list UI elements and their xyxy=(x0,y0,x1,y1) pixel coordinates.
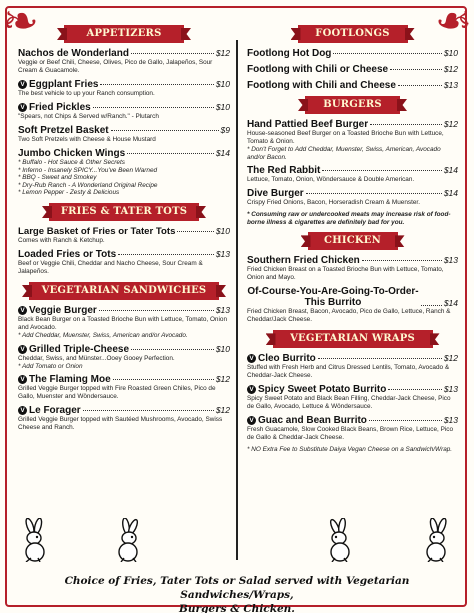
item-name: Loaded Fries or Tots xyxy=(18,248,117,260)
item-description: The best vehicle to up your Ranch consumption. xyxy=(18,90,155,97)
item-description: Lettuce, Tomato, Onion, Wöndersauce & Double American. xyxy=(247,176,415,184)
menu-item-beef-burger xyxy=(247,119,458,161)
item-price: $12 xyxy=(443,64,458,74)
item-name: Veggie Burger xyxy=(29,304,97,316)
vegetarian-icon: V xyxy=(247,354,256,363)
item-description: Fried Chicken Breast on a Toasted Brioche Bun with Lettuce, Tomato, Onion and Mayo. xyxy=(247,266,444,282)
item-price: $13 xyxy=(215,248,230,259)
item-name: Spicy Sweet Potato Burrito xyxy=(258,384,387,396)
item-price: $10 xyxy=(215,343,230,354)
sides-footer xyxy=(60,574,414,613)
menu-item-large-basket xyxy=(18,226,230,245)
rabbit-illustration-left xyxy=(18,518,52,562)
item-name: Footlong Hot Dog xyxy=(247,48,332,59)
item-description: Beef or Veggie Chili, Cheddar and Nacho Cheese, Sour Cream & Jalapeños. xyxy=(18,259,203,275)
wing-flavor: * Dry-Rub Ranch - A Wonderland Original Recipe xyxy=(18,181,158,189)
item-name: Jumbo Chicken Wings xyxy=(18,148,126,159)
section-banner-burgers: BURGERS xyxy=(305,96,400,114)
item-price: $14 xyxy=(443,298,458,309)
item-note: * Add Cheddar, Muenster, Swiss, American and/or Avocado. xyxy=(18,331,188,339)
item-name: Large Basket of Fries or Tater Tots xyxy=(18,225,176,237)
item-description: Grilled Veggie Burger topped with Fire Roasted Green Chiles, Pico de Gallo, Muenster and Wöndersauce. xyxy=(18,385,216,401)
section-banner-veg-wraps: VEGETARIAN WRAPS xyxy=(273,330,433,348)
wing-flavor: * Lemon Pepper - Zesty & Delicious xyxy=(18,189,120,197)
item-name: Of-Course-You-Are-Going-To-Order-This Burrito xyxy=(247,286,419,309)
section-banner-veg-sandwiches: VEGETARIAN SANDWICHES xyxy=(29,282,219,300)
item-price: $12 xyxy=(443,119,458,129)
footer-line-2: Burgers & Chicken. xyxy=(179,603,295,613)
wing-flavor: * BBQ - Sweet and Smokey xyxy=(18,174,97,182)
item-name: Footlong with Chili or Cheese xyxy=(247,64,389,75)
menu-item-soft-pretzel xyxy=(18,125,230,144)
menu-item-dive-burger xyxy=(247,188,458,207)
vegetarian-icon: V xyxy=(18,103,27,112)
corner-flourish-top-left: ❧ xyxy=(2,0,39,47)
item-description: Black Bean Burger on a Toasted Brioche Bun with Lettuce, Tomato, Onion and Avocado. xyxy=(18,315,228,331)
item-name: Hand Pattied Beef Burger xyxy=(247,119,369,130)
vegetarian-icon: V xyxy=(247,416,256,425)
menu-item-nachos xyxy=(18,48,230,75)
item-name: Soft Pretzel Basket xyxy=(18,125,109,136)
item-name: The Flaming Moe xyxy=(29,374,111,386)
menu-item-loaded-fries xyxy=(18,249,230,276)
item-name: Southern Fried Chicken xyxy=(247,255,360,267)
menu-item-chicken-burrito xyxy=(247,286,458,324)
item-note: * Don't Forget to Add Cheddar, Muenster, Swiss, American, Avocado and/or Bacon. xyxy=(247,146,441,161)
menu-item-guac-bean-burrito xyxy=(247,415,458,442)
vegan-cheese-note: * NO Extra Fee to Substitute Daiya Vegan Cheese on a Sandwich/Wrap. xyxy=(247,446,453,454)
footer-line-1: Choice of Fries, Tater Tots or Salad served with Vegetarian Sandwiches/Wraps, xyxy=(64,575,410,601)
rabbit-illustration-center-right xyxy=(322,518,356,562)
item-price: $13 xyxy=(443,415,458,426)
menu-item-footlong xyxy=(247,48,458,59)
item-price: $10 xyxy=(443,48,458,58)
item-price: $13 xyxy=(443,80,458,90)
item-name: Nachos de Wonderland xyxy=(18,48,129,59)
rabbit-illustration-right xyxy=(420,518,454,562)
item-price: $12 xyxy=(443,353,458,364)
rabbit-illustration-center-left xyxy=(112,518,146,562)
item-price: $9 xyxy=(220,125,230,135)
item-note: * Add Tomato or Onion xyxy=(18,362,83,370)
vegetarian-icon: V xyxy=(18,80,27,89)
item-price: $10 xyxy=(215,79,230,89)
menu-item-veggie-burger xyxy=(18,305,230,340)
item-price: $10 xyxy=(215,102,230,112)
item-description: Cheddar, Swiss, and Münster...Ooey Gooey Perfection. xyxy=(18,354,175,362)
wing-flavor: * Buffalo - Hot Sauce & Other Secrets xyxy=(18,159,125,166)
item-description: Stuffed with Fresh Herb and Citrus Dressed Lentils, Tomato, Avocado & Cheddar-Jack Cheese. xyxy=(247,364,450,380)
item-price: $13 xyxy=(215,304,230,315)
section-banner-appetizers: APPETIZERS xyxy=(64,25,184,43)
item-price: $13 xyxy=(443,384,458,395)
raw-meat-disclaimer: * Consuming raw or undercooked meats may increase risk of food-borne illness & cigarettes are definitely bad for you. xyxy=(247,211,451,226)
item-description: Spicy Sweet Potato and Black Bean Filling, Cheddar-Jack Cheese, Pico de Gallo, Avocado, Lettuce & Wöndersauce. xyxy=(247,395,451,411)
menu-item-red-rabbit xyxy=(247,165,458,184)
menu-item-eggplant-fries xyxy=(18,79,230,98)
menu-item-sweet-potato-burrito xyxy=(247,384,458,411)
vegetarian-icon: V xyxy=(18,375,27,384)
item-description: Comes with Ranch & Ketchup. xyxy=(18,236,105,244)
item-price: $13 xyxy=(443,255,458,266)
item-name: Eggplant Fries xyxy=(29,79,99,90)
item-description: "Spears, not Chips & Served w/Ranch." - Plutarch xyxy=(18,113,159,120)
item-description: Two Soft Pretzels with Cheese & House Mustard xyxy=(18,136,156,143)
section-banner-fries: FRIES & TATER TOTS xyxy=(49,203,199,221)
item-name: Cleo Burrito xyxy=(258,353,316,365)
item-price: $12 xyxy=(215,48,230,58)
menu-item-footlong-chili-and-cheese xyxy=(247,80,458,91)
item-description: House-seasoned Beef Burger on a Toasted Brioche Bun with Lettuce, Tomato & Onion. xyxy=(247,130,444,145)
vegetarian-icon: V xyxy=(18,345,27,354)
vegetarian-icon: V xyxy=(18,306,27,315)
wing-flavor: * Inferno - Insanely SPICY...You've Been Warned xyxy=(18,166,158,174)
left-column xyxy=(18,25,230,436)
menu-item-fried-chicken xyxy=(247,255,458,282)
item-name: Footlong with Chili and Cheese xyxy=(247,80,396,91)
item-price: $12 xyxy=(215,405,230,416)
menu-item-chicken-wings xyxy=(18,148,230,197)
item-price: $14 xyxy=(215,148,230,158)
item-price: $14 xyxy=(443,165,458,176)
vegetarian-icon: V xyxy=(18,406,27,415)
column-divider xyxy=(236,40,238,560)
item-description: Crispy Fried Onions, Bacon, Horseradish Cream & Muenster. xyxy=(247,199,420,207)
right-column xyxy=(247,25,458,454)
item-name: Dive Burger xyxy=(247,188,304,200)
item-name: Guac and Bean Burrito xyxy=(258,415,367,427)
menu-item-le-forager xyxy=(18,405,230,432)
item-price: $14 xyxy=(443,188,458,199)
item-name: Grilled Triple-Cheese xyxy=(29,343,130,355)
item-name: Le Forager xyxy=(29,405,81,417)
item-description: Fresh Guacamole, Slow Cooked Black Beans, Brown Rice, Lettuce, Pico de Gallo & Cheddar-Jack Cheese. xyxy=(247,426,454,442)
vegetarian-icon: V xyxy=(247,385,256,394)
item-name: The Red Rabbit xyxy=(247,165,321,177)
item-name: Fried Pickles xyxy=(29,102,91,113)
item-description: Veggie or Beef Chili, Cheese, Olives, Pico de Gallo, Jalapeños, Sour Cream & Guacamole. xyxy=(18,59,213,74)
menu-item-fried-pickles xyxy=(18,102,230,121)
item-price: $12 xyxy=(215,374,230,385)
item-description: Fried Chicken Breast, Bacon, Avocado, Pico de Gallo, Lettuce, Ranch & Cheddar/Jack Cheese. xyxy=(247,308,451,324)
corner-flourish-top-right: ❧ xyxy=(435,0,472,47)
menu-item-footlong-chili-or-cheese xyxy=(247,64,458,75)
section-banner-chicken: CHICKEN xyxy=(308,232,398,250)
section-banner-footlongs: FOOTLONGS xyxy=(298,25,408,43)
item-description: Grilled Veggie Burger topped with Sautéed Mushrooms, Avocado, Swiss Cheese and Ranch. xyxy=(18,416,223,432)
item-price: $10 xyxy=(215,225,230,236)
menu-item-flaming-moe xyxy=(18,374,230,401)
menu-item-cleo-burrito xyxy=(247,353,458,380)
menu-item-grilled-cheese xyxy=(18,344,230,371)
